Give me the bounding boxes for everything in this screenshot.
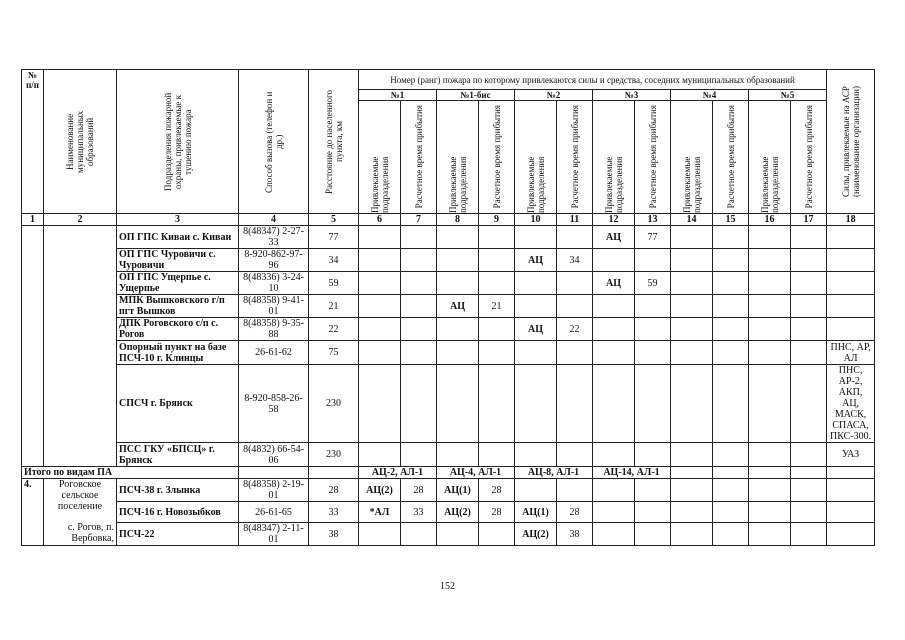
rank-cell <box>749 341 791 365</box>
unit-cell: МПК Вышковского г/п пгт Вышков <box>117 295 239 318</box>
table-row <box>22 365 875 443</box>
rank-cell <box>593 502 635 523</box>
asr-cell <box>827 502 875 523</box>
table-row <box>22 249 875 272</box>
rank-cell <box>749 523 791 546</box>
rank-cell <box>401 272 437 295</box>
rank-cell <box>401 443 437 467</box>
call-cell: 8(48347) 2-27-33 <box>239 226 309 249</box>
rank-cell <box>593 523 635 546</box>
rank-cell <box>479 318 515 341</box>
column-number: 1 <box>22 214 44 226</box>
rank-cell <box>593 443 635 467</box>
table-row <box>22 523 875 546</box>
header-distance: Расстояние до населенного пункта, км <box>323 89 344 194</box>
total-empty <box>671 467 713 479</box>
rank-cell <box>593 318 635 341</box>
rank-cell <box>557 365 593 443</box>
rank-cell <box>401 295 437 318</box>
rank-cell <box>749 295 791 318</box>
rank-cell <box>713 502 749 523</box>
sub-header-cell <box>515 101 557 214</box>
rank-cell <box>557 295 593 318</box>
rank-cell <box>749 249 791 272</box>
rank-cell <box>437 272 479 295</box>
rank-cell <box>359 523 401 546</box>
asr-cell <box>827 318 875 341</box>
rank-cell <box>359 272 401 295</box>
rank-cell: 22 <box>557 318 593 341</box>
rank-cell <box>479 272 515 295</box>
rank-cell: 28 <box>401 479 437 502</box>
sub-header-cell <box>749 101 791 214</box>
rank-cell <box>749 502 791 523</box>
rank-cell <box>749 479 791 502</box>
column-number: 14 <box>671 214 713 226</box>
rank-cell: 28 <box>557 502 593 523</box>
distance-cell: 22 <box>309 318 359 341</box>
rank-cell <box>401 249 437 272</box>
total-empty <box>713 467 749 479</box>
rank-cell <box>479 249 515 272</box>
sub-header-cell <box>359 101 401 214</box>
call-cell: 8-920-862-97-96 <box>239 249 309 272</box>
rank-cell <box>437 226 479 249</box>
rank-cell <box>359 341 401 365</box>
rank-cell <box>791 318 827 341</box>
rank-cell: 21 <box>479 295 515 318</box>
sub-header-cell <box>635 101 671 214</box>
rank-cell: АЦ <box>515 249 557 272</box>
rank-cell <box>713 226 749 249</box>
rank-cell: АЦ <box>593 272 635 295</box>
rank-cell <box>593 479 635 502</box>
rank-cell: АЦ(1) <box>437 479 479 502</box>
sub-header-time: Расчетное время прибытия <box>725 105 736 209</box>
rank-cell <box>401 318 437 341</box>
rank-cell <box>713 318 749 341</box>
rank-cell <box>635 318 671 341</box>
column-number: 18 <box>827 214 875 226</box>
call-cell: 8(48358) 9-35-88 <box>239 318 309 341</box>
asr-cell <box>827 523 875 546</box>
rank-cell <box>479 226 515 249</box>
rank-cell <box>401 341 437 365</box>
header-unit: Подразделения пожарной охраны, привлекаемые к тушению пожара <box>162 92 193 191</box>
distance-cell: 75 <box>309 341 359 365</box>
rank-cell <box>635 249 671 272</box>
rank-cell <box>671 318 713 341</box>
rank-cell <box>593 341 635 365</box>
total-empty <box>239 467 309 479</box>
distance-cell: 38 <box>309 523 359 546</box>
column-number: 11 <box>557 214 593 226</box>
no-cell <box>22 226 44 467</box>
unit-cell: ПСЧ-38 г. Злынка <box>117 479 239 502</box>
rank-cell <box>749 443 791 467</box>
column-number: 16 <box>749 214 791 226</box>
rank-cell <box>671 341 713 365</box>
rank-header: №5 <box>749 90 827 101</box>
asr-cell: ПНС, АР-2, АКП, АЦ, МАСК, СПАСА, ПКС-300. <box>827 365 875 443</box>
call-cell: 8-920-858-26-58 <box>239 365 309 443</box>
rank-cell <box>515 226 557 249</box>
group-name-cell <box>44 479 117 546</box>
distance-cell: 21 <box>309 295 359 318</box>
header-name-cell <box>44 70 117 214</box>
unit-cell: ПСЧ-22 <box>117 523 239 546</box>
rank-cell <box>713 523 749 546</box>
rank-cell <box>437 318 479 341</box>
rank-cell <box>713 365 749 443</box>
rank-cell <box>791 523 827 546</box>
unit-cell: Опорный пункт на базе ПСЧ-10 г. Клинцы <box>117 341 239 365</box>
sub-header-units: Привлекаемые подразделения <box>447 156 468 213</box>
rank-cell <box>749 272 791 295</box>
distance-cell: 34 <box>309 249 359 272</box>
unit-cell: ОП ГПС Киваи с. Киваи <box>117 226 239 249</box>
distance-cell: 230 <box>309 365 359 443</box>
header-distance-cell <box>309 70 359 214</box>
sub-header-time: Расчетное время прибытия <box>803 105 814 209</box>
header-asr-cell <box>827 70 875 214</box>
total-r1bis: АЦ-4, АЛ-1 <box>437 467 515 479</box>
column-number: 8 <box>437 214 479 226</box>
asr-cell <box>827 479 875 502</box>
rank-cell <box>713 341 749 365</box>
header-call: Способ вызова (телефон и др.) <box>263 90 284 193</box>
rank-cell <box>791 479 827 502</box>
column-number: 9 <box>479 214 515 226</box>
sub-header-time: Расчетное время прибытия <box>491 105 502 209</box>
rank-cell: *АЛ <box>359 502 401 523</box>
call-cell: 8(48336) 3-24-10 <box>239 272 309 295</box>
total-label: Итого по видам ПА <box>22 467 239 479</box>
column-number: 4 <box>239 214 309 226</box>
sub-header-units: Привлекаемые подразделения <box>681 156 702 213</box>
rank-header: №2 <box>515 90 593 101</box>
rank-cell: АЦ <box>437 295 479 318</box>
rank-cell: 34 <box>557 249 593 272</box>
call-cell: 8(48358) 2-19-01 <box>239 479 309 502</box>
total-empty <box>827 467 875 479</box>
rank-cell <box>791 272 827 295</box>
column-number: 3 <box>117 214 239 226</box>
rank-cell: 33 <box>401 502 437 523</box>
total-r3: АЦ-14, АЛ-1 <box>593 467 671 479</box>
call-cell: 26-61-62 <box>239 341 309 365</box>
asr-cell: УАЗ <box>827 443 875 467</box>
rank-header: №4 <box>671 90 749 101</box>
asr-cell <box>827 249 875 272</box>
sub-header-time: Расчетное время прибытия <box>569 105 580 209</box>
column-number: 12 <box>593 214 635 226</box>
rank-cell: 59 <box>635 272 671 295</box>
sub-header-units: Привлекаемые подразделения <box>603 156 624 213</box>
rank-cell <box>635 502 671 523</box>
rank-cell <box>359 365 401 443</box>
rank-cell <box>635 523 671 546</box>
table-body <box>22 226 875 546</box>
rank-cell: АЦ(2) <box>515 523 557 546</box>
asr-cell <box>827 226 875 249</box>
sub-header-cell <box>401 101 437 214</box>
total-empty <box>791 467 827 479</box>
unit-cell: ПСС ГКУ «БПСЦ» г. Брянск <box>117 443 239 467</box>
unit-cell: ОП ГПС Чуровичи с. Чуровичи <box>117 249 239 272</box>
column-number: 15 <box>713 214 749 226</box>
sub-header-cell <box>479 101 515 214</box>
asr-cell <box>827 272 875 295</box>
asr-cell: ПНС, АР, АЛ <box>827 341 875 365</box>
table-row <box>22 295 875 318</box>
rank-cell <box>479 523 515 546</box>
rank-cell <box>791 443 827 467</box>
rank-cell <box>437 341 479 365</box>
rank-cell <box>515 341 557 365</box>
group-no: 4. <box>22 479 44 546</box>
rank-cell <box>593 295 635 318</box>
rank-cell <box>557 479 593 502</box>
rank-cell <box>671 272 713 295</box>
rank-cell <box>791 365 827 443</box>
group-name-top: Роговское сельское поселение <box>57 479 103 512</box>
call-cell: 8(48358) 9-41-01 <box>239 295 309 318</box>
rank-cell <box>359 443 401 467</box>
total-row <box>22 467 875 479</box>
rank-cell <box>671 295 713 318</box>
sub-header-cell <box>791 101 827 214</box>
column-number: 7 <box>401 214 437 226</box>
rank-cell <box>635 295 671 318</box>
column-number: 2 <box>44 214 117 226</box>
rank-cell <box>791 295 827 318</box>
rank-cell: 38 <box>557 523 593 546</box>
column-number: 10 <box>515 214 557 226</box>
rank-cell <box>791 249 827 272</box>
rank-cell: АЦ(2) <box>359 479 401 502</box>
table-row <box>22 318 875 341</box>
table-row <box>22 341 875 365</box>
rank-cell <box>437 365 479 443</box>
total-r1: АЦ-2, АЛ-1 <box>359 467 437 479</box>
rank-cell <box>593 365 635 443</box>
table-row <box>22 272 875 295</box>
sub-header-units: Привлекаемые подразделения <box>759 156 780 213</box>
rank-cell <box>557 341 593 365</box>
rank-cell <box>749 365 791 443</box>
header-name: Наименование муниципальных образований <box>65 110 95 173</box>
sub-header-time: Расчетное время прибытия <box>647 105 658 209</box>
rank-cell <box>359 249 401 272</box>
total-empty <box>749 467 791 479</box>
page-number: 152 <box>440 581 455 592</box>
sub-header-cell <box>593 101 635 214</box>
call-cell: 8(4832) 66-54-06 <box>239 443 309 467</box>
header-asr: Силы, привлекаемые на АСР (наименование организации) <box>840 86 861 197</box>
rank-cell <box>635 443 671 467</box>
column-number: 6 <box>359 214 401 226</box>
rank-cell <box>593 249 635 272</box>
rank-cell <box>359 295 401 318</box>
header-no: № п/п <box>22 70 44 214</box>
rank-cell <box>437 443 479 467</box>
rank-cell <box>671 249 713 272</box>
unit-cell: ДПК Роговского с/п с. Рогов <box>117 318 239 341</box>
name-cell <box>44 226 117 467</box>
rank-cell <box>791 226 827 249</box>
sub-header-cell <box>671 101 713 214</box>
column-number: 5 <box>309 214 359 226</box>
distance-cell: 230 <box>309 443 359 467</box>
rank-cell <box>713 479 749 502</box>
sub-header-units: Привлекаемые подразделения <box>369 156 390 213</box>
unit-cell: СПСЧ г. Брянск <box>117 365 239 443</box>
table-row <box>22 479 875 502</box>
rank-cell <box>713 443 749 467</box>
rank-cell: 28 <box>479 502 515 523</box>
call-cell: 8(48347) 2-11-01 <box>239 523 309 546</box>
rank-cell: 77 <box>635 226 671 249</box>
rank-cell <box>713 272 749 295</box>
rank-cell <box>437 249 479 272</box>
rank-cell <box>479 365 515 443</box>
rank-cell <box>359 318 401 341</box>
table-row <box>22 226 875 249</box>
sub-header-cell <box>557 101 593 214</box>
rank-cell <box>557 443 593 467</box>
header-rank-title: Номер (ранг) пожара по которому привлекаются силы и средства, соседних муниципальных образований <box>359 70 827 90</box>
header-call-cell <box>239 70 309 214</box>
rank-cell <box>671 479 713 502</box>
rank-cell <box>479 443 515 467</box>
column-numbers-row <box>22 214 875 226</box>
rank-cell <box>515 365 557 443</box>
rank-cell <box>671 502 713 523</box>
fire-forces-table <box>21 69 875 546</box>
distance-cell: 77 <box>309 226 359 249</box>
asr-cell <box>827 295 875 318</box>
rank-header: №3 <box>593 90 671 101</box>
rank-cell <box>557 272 593 295</box>
sub-header-cell <box>437 101 479 214</box>
rank-cell <box>515 479 557 502</box>
rank-cell <box>401 523 437 546</box>
rank-cell <box>515 295 557 318</box>
rank-cell <box>437 523 479 546</box>
rank-cell <box>401 365 437 443</box>
rank-cell <box>401 226 437 249</box>
rank-cell <box>557 226 593 249</box>
distance-cell: 33 <box>309 502 359 523</box>
rank-cell <box>671 365 713 443</box>
table-row <box>22 502 875 523</box>
rank-cell <box>671 443 713 467</box>
table-row <box>22 443 875 467</box>
rank-cell: АЦ(1) <box>515 502 557 523</box>
rank-cell <box>713 295 749 318</box>
rank-cell <box>515 272 557 295</box>
rank-header: №1-бис <box>437 90 515 101</box>
header-unit-cell <box>117 70 239 214</box>
sub-header-time: Расчетное время прибытия <box>413 105 424 209</box>
unit-cell: ОП ГПС Ущерпье с. Ущерпье <box>117 272 239 295</box>
rank-cell: 28 <box>479 479 515 502</box>
rank-cell <box>635 341 671 365</box>
rank-cell <box>479 341 515 365</box>
rank-cell: АЦ <box>515 318 557 341</box>
rank-cell <box>635 365 671 443</box>
rank-cell: АЦ <box>593 226 635 249</box>
distance-cell: 28 <box>309 479 359 502</box>
call-cell: 26-61-65 <box>239 502 309 523</box>
unit-cell: ПСЧ-16 г. Новозыбков <box>117 502 239 523</box>
rank-cell <box>749 318 791 341</box>
distance-cell: 59 <box>309 272 359 295</box>
rank-cell <box>791 502 827 523</box>
rank-cell <box>749 226 791 249</box>
rank-cell: АЦ(2) <box>437 502 479 523</box>
total-empty <box>309 467 359 479</box>
rank-cell <box>713 249 749 272</box>
total-r2: АЦ-8, АЛ-1 <box>515 467 593 479</box>
rank-cell <box>791 341 827 365</box>
rank-header: №1 <box>359 90 437 101</box>
sub-header-cell <box>713 101 749 214</box>
rank-cell <box>671 523 713 546</box>
sub-header-units: Привлекаемые подразделения <box>525 156 546 213</box>
rank-cell <box>515 443 557 467</box>
column-number: 13 <box>635 214 671 226</box>
column-number: 17 <box>791 214 827 226</box>
rank-cell <box>635 479 671 502</box>
rank-cell <box>359 226 401 249</box>
group-name-bottom: с. Рогов, п. Вербовка, <box>67 522 114 544</box>
rank-cell <box>671 226 713 249</box>
